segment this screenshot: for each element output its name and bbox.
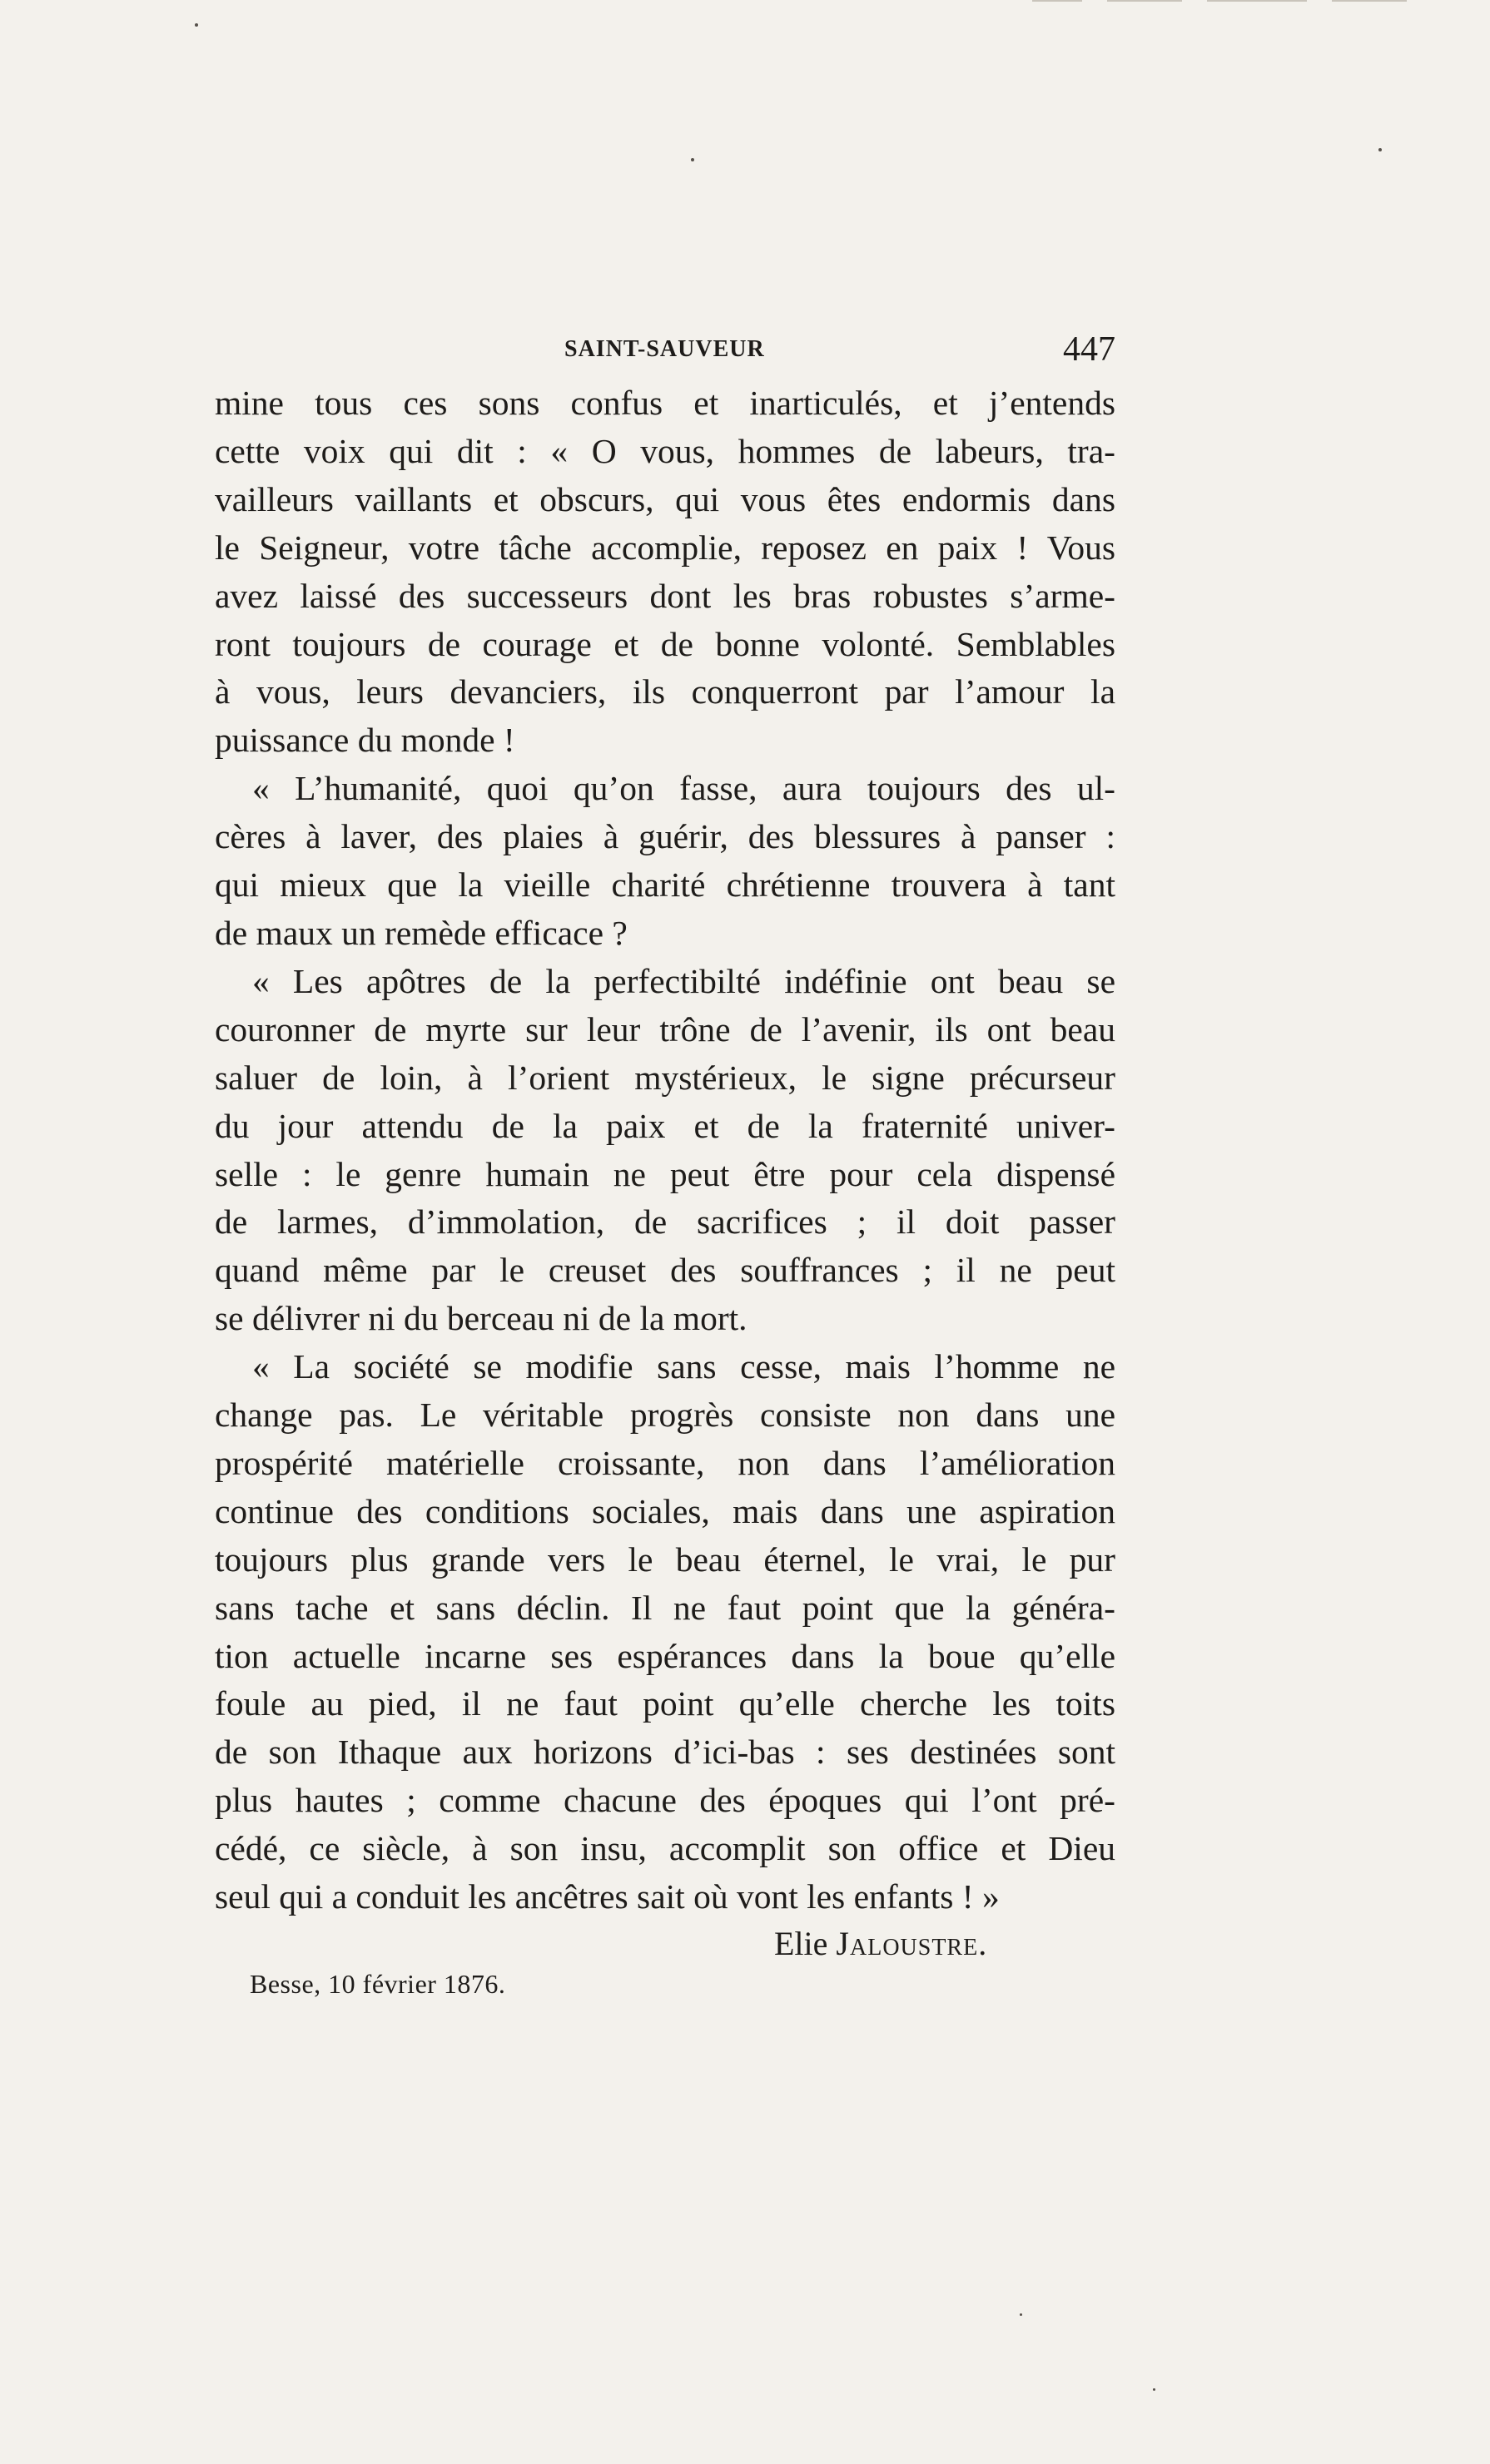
- scan-speck: [195, 23, 198, 27]
- text-line: se délivrer ni du berceau ni de la mort.: [215, 1299, 747, 1338]
- text-line: cédé, ce siècle, à son insu, accomplit son office et Dieu: [215, 1829, 1115, 1868]
- body-text: [215, 379, 1115, 1921]
- text-line: ront toujours de courage et de bonne volonté. Semblables: [215, 624, 1115, 663]
- scan-edge-mark: [1207, 0, 1307, 2]
- text-line: puissance du monde !: [215, 721, 515, 760]
- scan-speck: [1020, 2313, 1022, 2316]
- running-head: [215, 330, 1115, 379]
- dateline: Besse, 10 février 1876.: [250, 1969, 506, 1999]
- text-line: toujours plus grande vers le beau éternel, le vrai, le pur: [215, 1539, 1115, 1579]
- text-line: couronner de myrte sur leur trône de l’avenir, ils ont beau: [215, 1009, 1115, 1049]
- text-line: foule au pied, il ne faut point qu’elle cherche les toits: [215, 1684, 1115, 1723]
- text-line: seul qui a conduit les ancêtres sait où vont les enfants ! »: [215, 1877, 1000, 1916]
- text-line: de son Ithaque aux horizons d’ici-bas : ses destinées sont: [215, 1733, 1115, 1772]
- author-signature: [774, 1924, 987, 1963]
- author-last-name: Jaloustre.: [836, 1925, 988, 1962]
- running-title: SAINT-SAUVEUR: [564, 336, 765, 362]
- text-line: quand même par le creuset des souffrances ; il ne peut: [215, 1251, 1115, 1290]
- paragraph: [215, 765, 1115, 958]
- text-line: sans tache et sans déclin. Il ne faut point que la généra-: [215, 1588, 1115, 1627]
- text-line: cette voix qui dit : « O vous, hommes de labeurs, tra-: [215, 431, 1115, 470]
- text-line: plus hautes ; comme chacune des époques qui l’ont pré-: [215, 1781, 1115, 1820]
- text-line: de larmes, d’immolation, de sacrifices ; il doit passer: [215, 1202, 1115, 1242]
- text-line: selle : le genre humain ne peut être pour cela dispensé: [215, 1154, 1115, 1193]
- text-line: « L’humanité, quoi qu’on fasse, aura toujours des ul-: [252, 769, 1115, 808]
- text-line: cères à laver, des plaies à guérir, des blessures à panser :: [215, 817, 1115, 856]
- text-line: le Seigneur, votre tâche accomplie, reposez en paix ! Vous: [215, 528, 1115, 567]
- text-line: tion actuelle incarne ses espérances dans la boue qu’elle: [215, 1636, 1115, 1675]
- text-line: « Les apôtres de la perfectibilté indéfinie ont beau se: [252, 961, 1115, 1000]
- scan-edge-mark: [1332, 0, 1407, 2]
- scan-speck: [1378, 148, 1382, 151]
- text-line: change pas. Le véritable progrès consiste non dans une: [215, 1396, 1115, 1435]
- text-line: avez laissé des successeurs dont les bras robustes s’arme-: [215, 576, 1115, 615]
- text-line: prospérité matérielle croissante, non dans l’amélioration: [215, 1443, 1115, 1482]
- author-first-name: Elie: [774, 1925, 828, 1962]
- paragraph: [215, 1343, 1115, 1921]
- paragraph: [215, 379, 1115, 765]
- text-line: du jour attendu de la paix et de la fraternité univer-: [215, 1106, 1115, 1145]
- text-line: qui mieux que la vieille charité chrétienne trouvera à tant: [215, 865, 1115, 905]
- text-line: « La société se modifie sans cesse, mais l’homme ne: [252, 1347, 1115, 1386]
- text-line: mine tous ces sons confus et inarticulés, et j’entends: [215, 384, 1115, 422]
- scan-edge-mark: [1032, 0, 1082, 2]
- scan-edge-mark: [1107, 0, 1182, 2]
- text-line: saluer de loin, à l’orient mystérieux, le signe précurseur: [215, 1058, 1115, 1097]
- scan-speck: [691, 158, 694, 161]
- paragraph: [215, 958, 1115, 1343]
- page-number: 447: [1063, 330, 1115, 369]
- text-line: à vous, leurs devanciers, ils conquerront par l’amour la: [215, 672, 1115, 711]
- text-line: continue des conditions sociales, mais dans une aspiration: [215, 1491, 1115, 1530]
- scan-speck: [1153, 2388, 1155, 2391]
- text-line: vailleurs vaillants et obscurs, qui vous êtes endormis dans: [215, 479, 1115, 518]
- text-line: de maux un remède efficace ?: [215, 913, 628, 952]
